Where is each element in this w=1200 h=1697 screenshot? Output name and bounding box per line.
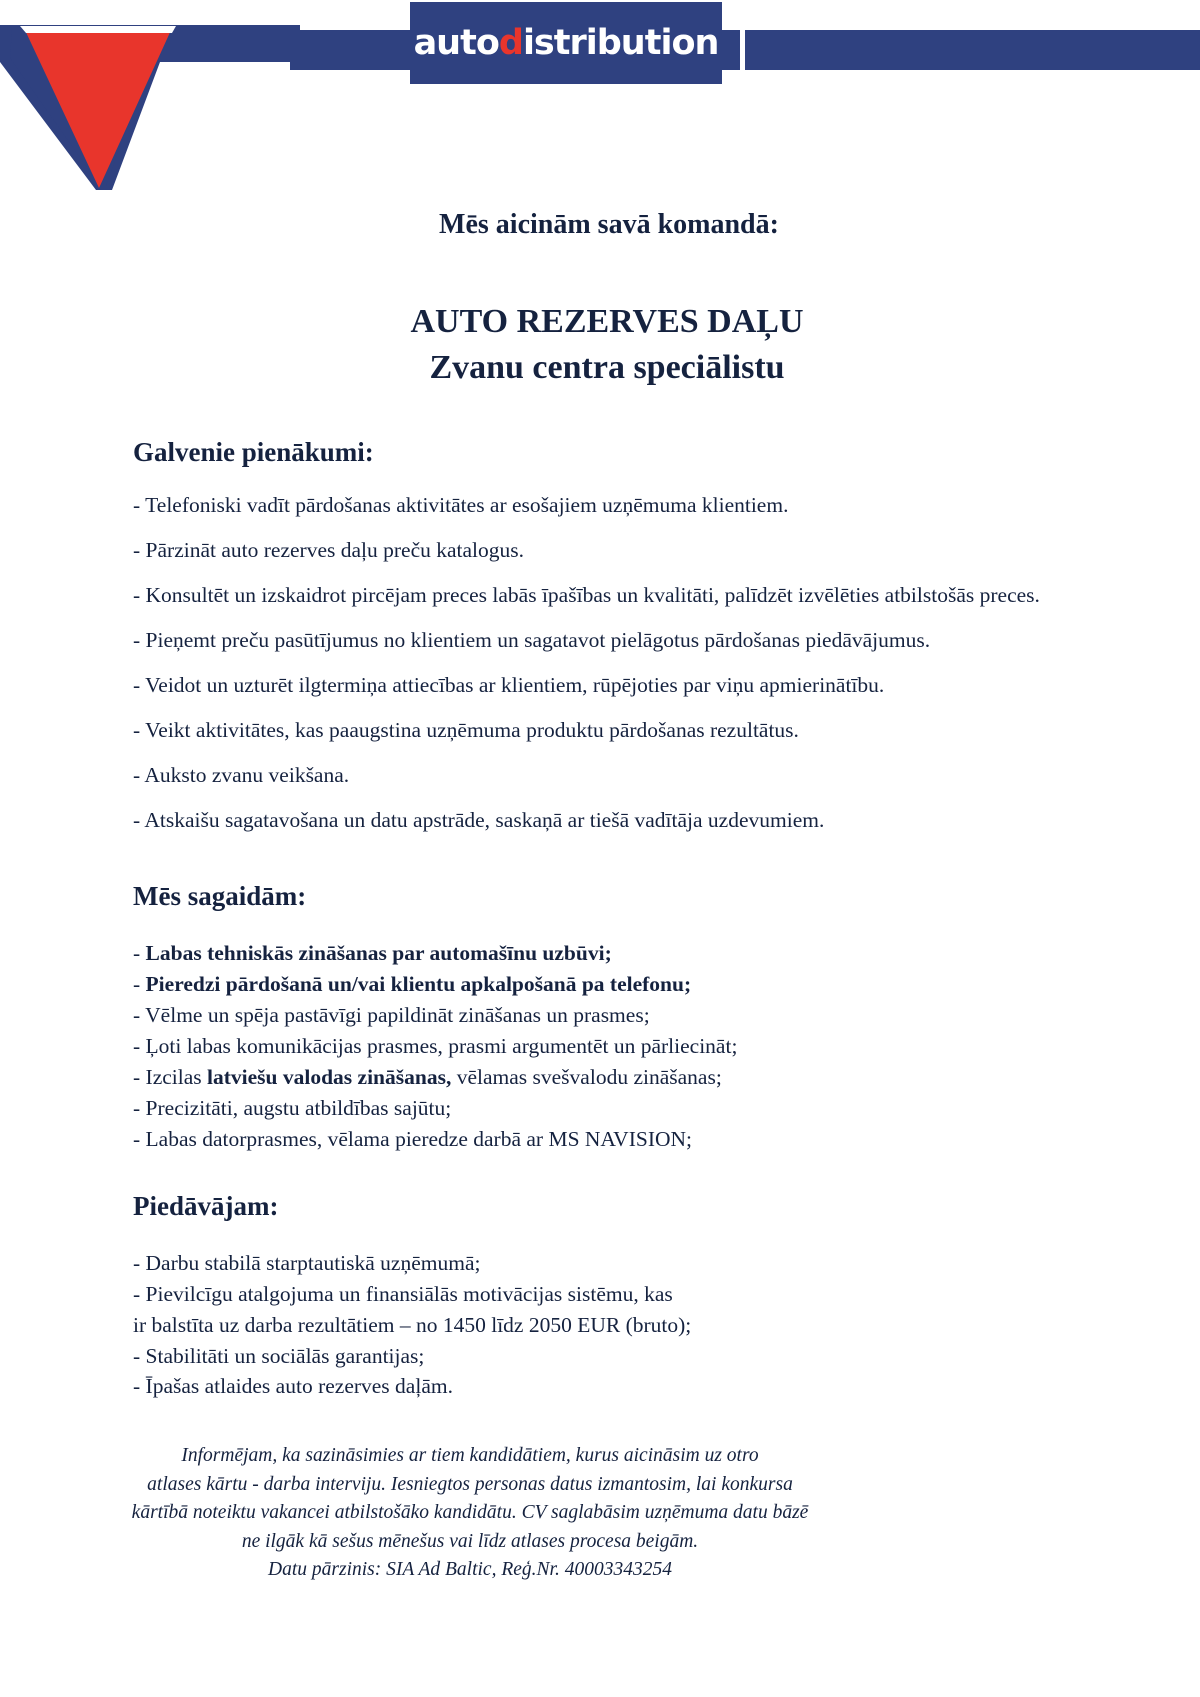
req-prefix: - Labas datorprasmes, vēlama pieredze darbā ar MS NAVISION; — [133, 1126, 693, 1151]
list-item — [133, 1000, 1140, 1031]
offers-section — [0, 1191, 1200, 1403]
list-item: - Veikt aktivitātes, kas paaugstina uzņēmuma produktu pārdošanas rezultātus. — [133, 718, 799, 743]
job-ad-content — [0, 209, 1200, 1585]
wordmark-d: d — [498, 22, 523, 63]
list-item: - Pārzināt auto rezerves daļu preču katalogus. — [133, 538, 525, 563]
list-item: - Auksto zvanu veikšana. — [133, 763, 350, 788]
list-item: - Stabilitāti un sociālās garantijas; — [133, 1343, 425, 1368]
req-bold: latviešu valodas zināšanas, — [207, 1064, 452, 1089]
privacy-note-line: ne ilgāk kā sešus mēnešus vai līdz atlases procesa beigām. — [241, 1530, 699, 1552]
requirements-heading: Mēs sagaidām: — [133, 880, 307, 911]
autodistribution-wordmark — [413, 22, 719, 63]
req-prefix: - Precizitāti, augstu atbildības sajūtu; — [133, 1095, 452, 1120]
privacy-note-line: Datu pārzinis: SIA Ad Baltic, Reģ.Nr. 40003343254 — [268, 1559, 672, 1581]
offers-heading: Piedāvājam: — [133, 1190, 279, 1221]
list-item: - Pievilcīgu atalgojuma un finansiālās motivācijas sistēmu, kas — [133, 1281, 673, 1306]
list-item — [133, 1031, 1140, 1062]
req-suffix: vēlamas svešvalodu zināšanas; — [451, 1064, 722, 1089]
job-title — [0, 299, 1200, 391]
duties-section — [0, 437, 1200, 835]
privacy-note-line: atlases kārtu - darba interviju. Iesniegtos personas datus izmantosim, lai konkursa — [147, 1473, 793, 1495]
list-item: ir balstīta uz darba rezultātiem – no 1450 līdz 2050 EUR (bruto); — [133, 1312, 692, 1337]
req-bold: Labas tehniskās zināšanas par automašīnu uzbūvi; — [145, 940, 612, 965]
logo-bar-left-segment — [290, 30, 430, 70]
list-item: - Īpašas atlaides auto rezerves daļām. — [133, 1374, 453, 1399]
req-prefix: - — [133, 940, 146, 965]
duties-heading: Galvenie pienākumi: — [133, 437, 374, 468]
wordmark-istribution: istribution — [522, 22, 719, 63]
privacy-note — [0, 1442, 1200, 1584]
list-item: - Telefoniski vadīt pārdošanas aktivitātes ar esošajiem uzņēmuma klientiem. — [133, 493, 789, 518]
autodistribution-triangle-logo-icon — [0, 0, 300, 195]
job-title-line-2: Zvanu centra speciālistu — [429, 349, 785, 387]
privacy-note-line: kārtībā noteiktu vakancei atbilstošāko kandidātu. CV saglabāsim uzņēmuma datu bāzē — [131, 1502, 809, 1524]
privacy-note-line: Informējam, ka sazināsimies ar tiem kandidātiem, kurus aicināsim uz otro — [181, 1445, 759, 1467]
logo-bar-right-segment — [745, 30, 1200, 70]
req-prefix: - Vēlme un spēja pastāvīgi papildināt zināšanas un prasmes; — [133, 1002, 650, 1027]
header-band — [0, 0, 1200, 195]
duties-list — [133, 492, 1140, 835]
list-item — [133, 938, 1140, 969]
req-prefix: - Ļoti labas komunikācijas prasmes, prasmi argumentēt un pārliecināt; — [133, 1033, 738, 1058]
list-item: - Darbu stabilā starptautiskā uzņēmumā; — [133, 1250, 481, 1275]
list-item: - Pieņemt preču pasūtījumus no klientiem un sagatavot pielāgotus pārdošanas piedāvājumus. — [133, 628, 931, 653]
invite-headline: Mēs aicinām savā komandā: — [439, 209, 779, 240]
requirements-list — [133, 938, 1140, 1155]
offers-list — [133, 1248, 1140, 1403]
list-item: - Konsultēt un izskaidrot pircējam preces labās īpašības un kvalitāti, palīdzēt izvēlēties atbilstošās preces. — [133, 583, 1040, 608]
req-prefix: - — [133, 971, 146, 996]
autodistribution-wordmark-box — [410, 2, 722, 84]
list-item: - Veidot un uzturēt ilgtermiņa attiecības ar klientiem, rūpējoties par viņu apmierinātību. — [133, 673, 885, 698]
requirements-section — [0, 881, 1200, 1155]
list-item — [133, 969, 1140, 1000]
job-title-line-1: AUTO REZERVES DAĻU — [410, 303, 804, 340]
list-item — [133, 1093, 1140, 1124]
list-item — [133, 1062, 1140, 1093]
req-prefix: - Izcilas — [133, 1064, 208, 1089]
list-item — [133, 1124, 1140, 1155]
req-bold: Pieredzi pārdošanā un/vai klientu apkalpošanā pa telefonu; — [145, 971, 692, 996]
list-item: - Atskaišu sagatavošana un datu apstrāde, saskaņā ar tiešā vadītāja uzdevumiem. — [133, 808, 825, 833]
wordmark-auto: auto — [413, 22, 499, 63]
